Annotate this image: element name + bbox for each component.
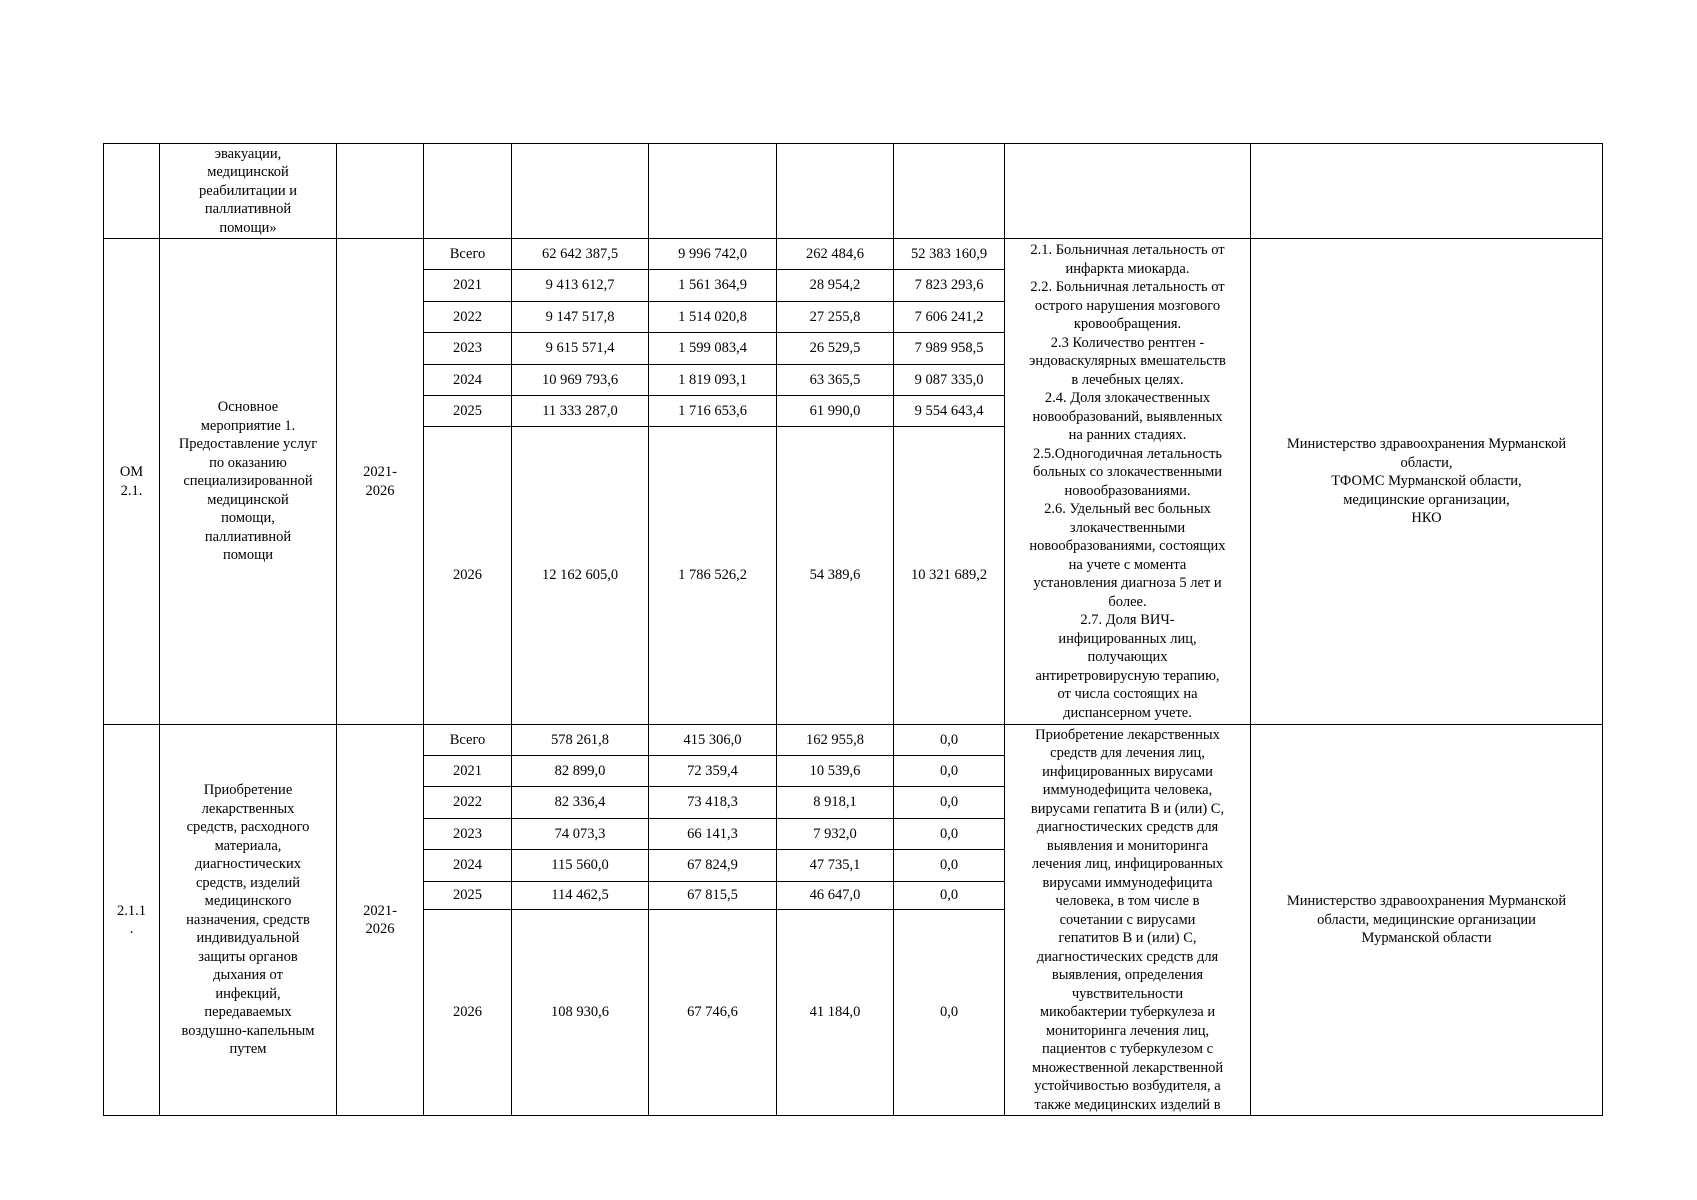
value-cell: 10 321 689,2 <box>894 427 1005 725</box>
value-cell: 54 389,6 <box>777 427 894 725</box>
value-cell: 7 932,0 <box>777 819 894 850</box>
value-cell: 578 261,8 <box>512 725 649 756</box>
year-label-cell: 2025 <box>424 396 512 427</box>
value-cell: 10 969 793,6 <box>512 365 649 396</box>
value-cell: 66 141,3 <box>649 819 777 850</box>
year-label-cell: 2021 <box>424 756 512 787</box>
year-cell <box>424 144 512 239</box>
value-cell: 0,0 <box>894 756 1005 787</box>
indicators-cell <box>1005 144 1251 239</box>
table-row <box>104 239 1603 270</box>
value-cell: 62 642 387,5 <box>512 239 649 270</box>
value-cell: 47 735,1 <box>777 850 894 882</box>
code-cell <box>104 144 160 239</box>
year-label-cell: 2026 <box>424 910 512 1116</box>
value-cell: 63 365,5 <box>777 365 894 396</box>
value-cell: 415 306,0 <box>649 725 777 756</box>
executor-cell: Министерство здравоохранения Мурманской области, ТФОМС Мурманской области, медицинские организации, НКО <box>1251 239 1603 725</box>
measure-name-cell: Основное мероприятие 1. Предоставление услуг по оказанию специализированной медицинской помощи, паллиативной помощи <box>160 239 337 725</box>
value-cell: 0,0 <box>894 819 1005 850</box>
indicators-cell: Приобретение лекарственных средств для лечения лиц, инфицированных вирусами иммунодефицита человека, вирусами гепатита В и (или) С, диагностических средств для выявления и мониторинга лечения лиц, инфицированных вирусами иммунодефицита человека, в том числе в сочетании с вирусами гепатитов В и (или) С, диагностических средств для выявления, определения чувствительности микобактерии туберкулеза и мониторинга лечения лиц, пациентов с туберкулезом с множественной лекарственной устойчивостью возбудителя, а также медицинских изделий в <box>1005 725 1251 1116</box>
value-cell: 74 073,3 <box>512 819 649 850</box>
value-cell: 67 746,6 <box>649 910 777 1116</box>
value-cell: 108 930,6 <box>512 910 649 1116</box>
year-label-cell: 2023 <box>424 333 512 365</box>
continuation-row <box>104 144 1603 239</box>
value-cell: 1 819 093,1 <box>649 365 777 396</box>
value-cell: 114 462,5 <box>512 882 649 910</box>
value-cell <box>777 144 894 239</box>
value-cell: 28 954,2 <box>777 270 894 302</box>
value-cell: 41 184,0 <box>777 910 894 1116</box>
value-cell: 12 162 605,0 <box>512 427 649 725</box>
executor-cell: Министерство здравоохранения Мурманской области, медицинские организации Мурманской области <box>1251 725 1603 1116</box>
period-cell <box>337 144 424 239</box>
value-cell: 9 554 643,4 <box>894 396 1005 427</box>
year-label-cell: 2025 <box>424 882 512 910</box>
value-cell: 46 647,0 <box>777 882 894 910</box>
value-cell: 82 899,0 <box>512 756 649 787</box>
value-cell: 8 918,1 <box>777 787 894 819</box>
year-label-cell: 2024 <box>424 365 512 396</box>
period-cell: 2021- 2026 <box>337 725 424 1116</box>
period-cell: 2021- 2026 <box>337 239 424 725</box>
value-cell: 9 615 571,4 <box>512 333 649 365</box>
value-cell: 1 599 083,4 <box>649 333 777 365</box>
measure-code-cell: ОМ 2.1. <box>104 239 160 725</box>
value-cell: 26 529,5 <box>777 333 894 365</box>
value-cell: 1 786 526,2 <box>649 427 777 725</box>
value-cell <box>512 144 649 239</box>
value-cell: 7 989 958,5 <box>894 333 1005 365</box>
value-cell: 11 333 287,0 <box>512 396 649 427</box>
value-cell: 9 087 335,0 <box>894 365 1005 396</box>
program-measures-table <box>103 143 1603 1116</box>
year-label-cell: 2023 <box>424 819 512 850</box>
value-cell: 82 336,4 <box>512 787 649 819</box>
value-cell: 7 823 293,6 <box>894 270 1005 302</box>
year-label-cell: 2021 <box>424 270 512 302</box>
value-cell: 0,0 <box>894 850 1005 882</box>
value-cell <box>649 144 777 239</box>
value-cell: 73 418,3 <box>649 787 777 819</box>
value-cell: 10 539,6 <box>777 756 894 787</box>
value-cell: 52 383 160,9 <box>894 239 1005 270</box>
table-row <box>104 725 1603 756</box>
value-cell: 9 996 742,0 <box>649 239 777 270</box>
measure-code-cell: 2.1.1 . <box>104 725 160 1116</box>
executor-cell <box>1251 144 1603 239</box>
value-cell: 0,0 <box>894 882 1005 910</box>
measure-name-cell: эвакуации, медицинской реабилитации и паллиативной помощи» <box>160 144 337 239</box>
indicators-cell: 2.1. Больничная летальность от инфаркта миокарда. 2.2. Больничная летальность от острого нарушения мозгового кровообращения. 2.3 Количество рентген - эндоваскулярных вмешательств в лечебных целях. 2.4. Доля злокачественных новообразований, выявленных на ранних стадиях. 2.5.Одногодичная летальность больных со злокачественными новообразованиями. 2.6. Удельный вес больных злокачественными новообразованиями, состоящих на учете с момента установления диагноза 5 лет и более. 2.7. Доля ВИЧ- инфицированных лиц, получающих антиретровирусную терапию, от числа состоящих на диспансерном учете. <box>1005 239 1251 725</box>
value-cell: 27 255,8 <box>777 302 894 333</box>
value-cell: 67 815,5 <box>649 882 777 910</box>
year-label-cell: Всего <box>424 239 512 270</box>
value-cell: 67 824,9 <box>649 850 777 882</box>
year-label-cell: 2026 <box>424 427 512 725</box>
year-label-cell: Всего <box>424 725 512 756</box>
document-page <box>103 143 1603 1116</box>
value-cell: 1 716 653,6 <box>649 396 777 427</box>
value-cell: 1 514 020,8 <box>649 302 777 333</box>
value-cell: 162 955,8 <box>777 725 894 756</box>
value-cell: 9 413 612,7 <box>512 270 649 302</box>
value-cell <box>894 144 1005 239</box>
value-cell: 7 606 241,2 <box>894 302 1005 333</box>
value-cell: 61 990,0 <box>777 396 894 427</box>
value-cell: 0,0 <box>894 787 1005 819</box>
value-cell: 72 359,4 <box>649 756 777 787</box>
year-label-cell: 2022 <box>424 787 512 819</box>
value-cell: 262 484,6 <box>777 239 894 270</box>
value-cell: 115 560,0 <box>512 850 649 882</box>
measure-name-cell: Приобретение лекарственных средств, расходного материала, диагностических средств, изделий медицинского назначения, средств индивидуальной защиты органов дыхания от инфекций, передаваемых воздушно-капельным путем <box>160 725 337 1116</box>
value-cell: 1 561 364,9 <box>649 270 777 302</box>
value-cell: 9 147 517,8 <box>512 302 649 333</box>
value-cell: 0,0 <box>894 910 1005 1116</box>
year-label-cell: 2024 <box>424 850 512 882</box>
year-label-cell: 2022 <box>424 302 512 333</box>
value-cell: 0,0 <box>894 725 1005 756</box>
